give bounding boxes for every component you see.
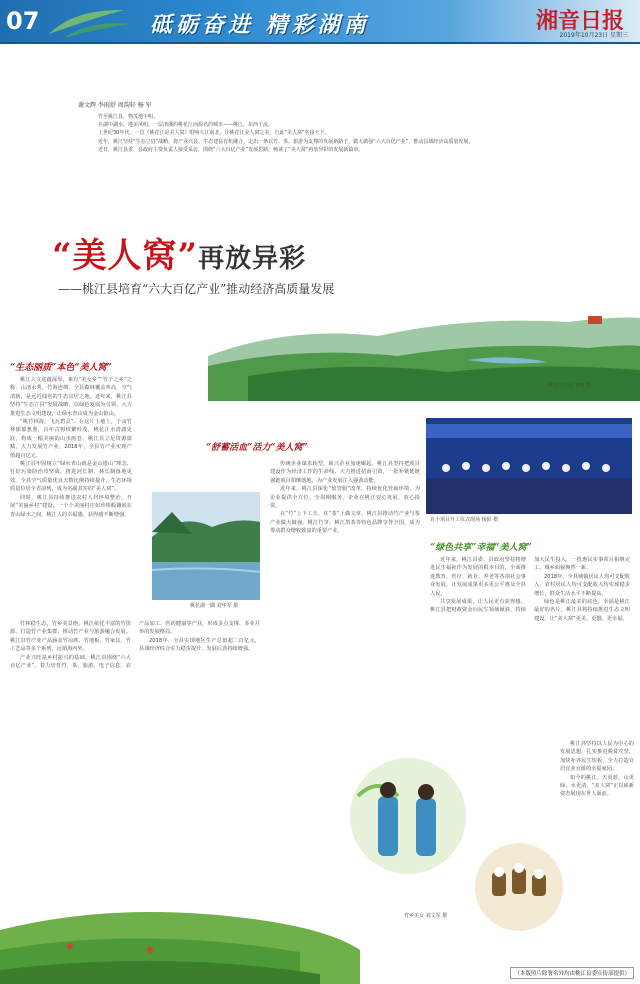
- banner-title: 砥砺奋进 精彩湖南: [150, 12, 370, 38]
- article-paragraph: 同时，桃江县持续推进农村人居环境整治，开展“美丽乡村”建设，一个个美丽村庄如珍珠般镶嵌在青山绿水之间，桃江人的幸福感、获得感不断增强。: [10, 494, 132, 518]
- article-paragraph: 2018年，全县实现地区生产总值超二百亿元，县域经济综合实力稳步提升，发展后劲持续增强。: [139, 637, 260, 653]
- article-paragraph: 如今的桃江，天更蓝、山更绿、水更清，“美人窝”正以崭新姿态展现在世人面前。: [560, 774, 634, 798]
- lead-paragraph: 近年，桃江坚持“生态立县”战略，将产业兴县、生态建县有机融合，走出一条以竹、茶、旅游为支撑的发展新路子，做大做强“六大百亿产业”，推动县域经济高质量发展。: [98, 138, 474, 145]
- headline-rest: 再放异彩: [198, 244, 307, 274]
- article-paragraph: 共享发展成果，让人民更有获得感。桃江县把财政资金向民生领域倾斜，持续加大民生投入，一批惠民实事项目相继完工，城乡面貌焕然一新。: [430, 557, 630, 614]
- photo-credit-footnote: （本版照片除署名外均由桃江县委宣传部提供）: [510, 967, 634, 979]
- newspaper-brand-logo: 湘音日报: [535, 8, 624, 34]
- article-paragraph: 竹林稳生态，竹乡美景绝。桃江依托丰富的竹资源，打造竹产业集群，推动竹产业与旅游融合发展。桃江县竹产业产品涵盖竹凉席、竹地板、竹家具、竹工艺品等多个系列，远销海内外。: [10, 621, 131, 653]
- article-paragraph: 桃江县坚持以人民为中心的发展思想，扎实推进脱贫攻坚，加快补齐民生短板，全力打造宜居宜业宜游的幸福家园。: [560, 741, 634, 773]
- article-paragraph: 桃江人文底蕴深厚，素有“美女乡”“竹子之乡”之称，山清水秀，竹海连绵。全县森林覆盖率高，空气清新，是远近闻名的生态宜居之地。近年来，桃江县坚持“生态立县”发展战略，以绿色发展为引领，大力推进生态文明建设，让绿水青山成为金山银山。: [10, 377, 132, 417]
- article-paragraph: 传统企业谋求转型，新兴企业加速崛起。桃江县坚持把项目建设作为经济工作的生命线，大力推进招商引资，一批补链延链强链项目相继落地，为产业发展注入强劲动能。: [270, 461, 420, 484]
- lead-paragraph: 在湖中湖水、地美风明，一层清溪的桃花江而源名的城市——桃江，东西千流。: [98, 122, 274, 129]
- issue-date: 2019年10月23日 星期三: [559, 32, 628, 39]
- women-photo-caption: 竹乡美女 刘文军 摄: [404, 913, 448, 919]
- section-heading-ecology: “生态丽质”本色“美人窝”: [10, 363, 112, 373]
- author-byline: 谢文辉 李雨舒 周韵轩 杨 军: [78, 102, 152, 109]
- headline-subtitle: ——桃江县培育“六大百亿产业”推动经济高质量发展: [58, 282, 335, 296]
- lead-paragraph: 上世纪30年代，一首《桃花江是美人窝》唱响大江南北，让桃花江美人窝之美，自此“美人窝”名扬天下。: [98, 130, 330, 137]
- bamboo-beauties-photo: [348, 756, 468, 876]
- article-column-2: [10, 620, 260, 830]
- page-number: 07: [6, 7, 40, 35]
- article-paragraph: 桃江县牢固树立“绿水青山就是金山银山”理念，打好污染防治攻坚战，推进河长制、林长制落地见效，全县空气质量优良天数比例持续提升，生态环境质量位居全省前列，成为名副其实的“美人窝”。: [10, 461, 132, 493]
- article-paragraph: 2018年，全县城镇居民人均可支配收入、农村居民人均可支配收入均实现稳步增长，群众生活水平不断提高。: [534, 573, 630, 597]
- section-heading-green-sharing: “绿色共享”幸福“美人窝”: [430, 543, 532, 553]
- headline-highlight: “美人窝”: [52, 236, 199, 276]
- headline: [52, 228, 306, 277]
- article-paragraph: 近年来，桃江县深化“放管服”改革，持续优化营商环境，为企业提供全方位、全周期服务，企业在桃江安心发展、放心投资。: [270, 486, 420, 510]
- article-paragraph: 在“竹”上下工夫、在“茶”上做文章。桃江县推动竹产业与茶产业做大做强，桃江竹笋、桃江黑茶等特色品牌享誉全国，成为带动群众增收致富的重要产业。: [270, 511, 420, 535]
- article-paragraph: 产业兴旺是乡村振兴的基础。桃江县围绕“六大百亿产业”，着力培育竹、茶、旅游、电子信息、农产品加工、医药健康等产业，形成多点支撑、多业并举的发展格局。: [10, 621, 260, 670]
- article-column-4: [430, 556, 630, 736]
- river-landscape-photo: [152, 492, 260, 600]
- section-heading-vitality: “舒蓄活血”活力“美人窝”: [206, 443, 308, 453]
- article-paragraph: “桃竹林海，飞瓦碧灵”。在这片土地上，千亩竹林郁郁葱葱，百年古树枝繁叶茂，桃花江水清澈见底，构成一幅美丽的山水画卷。桃江县立足资源禀赋，大力发展竹产业，2018年，全县竹产业实现产值超百亿元。: [10, 419, 132, 459]
- article-column-5: [560, 740, 634, 890]
- ceremony-photo-caption: 百十项目开工仪式现场 杨阳 摄: [430, 517, 499, 523]
- article-paragraph: 近年来，桃江县委、县政府坚持将增进民生福祉作为发展的根本目的，全面推进教育、医疗、就业、养老等各项社会事业发展，让发展成果更多更公平惠及全县人民。: [430, 557, 526, 597]
- ceremony-photo: [426, 418, 632, 514]
- lead-paragraph: 竹至桃江县，物茂地丰明。: [98, 114, 159, 120]
- hero-photo-caption: 桃花江风光 李凯 摄: [548, 383, 592, 389]
- river-photo-caption: 桃花湖一隅 刘华军 摄: [190, 603, 239, 609]
- lead-paragraph: 近日，桃江县委、县政府主要负责人接受采访，围绕“六大百亿产业”发展思路，畅谈了“美人窝”再放异彩的发展新篇章。: [98, 146, 364, 153]
- article-column-1: [10, 376, 132, 616]
- bamboo-leaf-decoration: [44, 4, 134, 40]
- lead-paragraphs: [88, 113, 558, 154]
- article-paragraph: 绿色是桃江最美的底色，幸福是桃江最好的名片。桃江县将持续推进生态文明建设，让“美人窝”更美、更靓、更幸福。: [534, 599, 630, 622]
